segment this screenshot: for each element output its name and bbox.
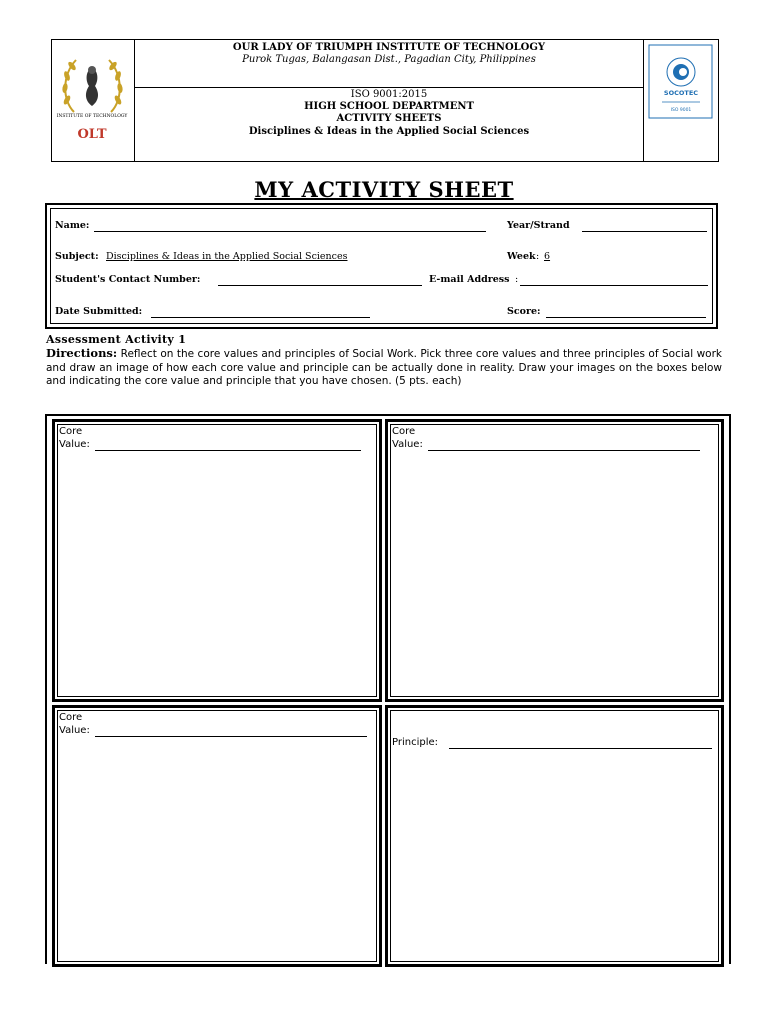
school-address: Purok Tugas, Balangasan Dist., Pagadian City, Philippines (242, 54, 536, 65)
drawing-box-3[interactable] (52, 705, 382, 967)
drawing-box-2[interactable] (385, 419, 724, 702)
school-logo-cell (52, 40, 135, 161)
sheet-type-label: ACTIVITY SHEETS (336, 113, 442, 124)
box1-value-label: Value: (59, 439, 90, 450)
drawing-box-4[interactable] (385, 705, 724, 967)
student-info-box (45, 203, 718, 329)
school-logo (52, 40, 133, 161)
certification-cell (643, 40, 718, 161)
email-colon: : (515, 274, 519, 285)
department-label: HIGH SCHOOL DEPARTMENT (304, 101, 474, 112)
activity-heading: Assessment Activity 1 (46, 333, 187, 346)
logo-text: OLT (77, 127, 107, 142)
course-label: Disciplines & Ideas in the Applied Social Sciences (248, 126, 530, 137)
box2-value-label: Value: (392, 439, 423, 450)
iso-label: ISO 9001:2015 (350, 89, 428, 100)
directions-paragraph (46, 347, 722, 389)
box4-principle-field[interactable] (449, 748, 712, 749)
box4-principle-label: Principle: (392, 737, 439, 748)
box2-value-field[interactable] (428, 450, 700, 451)
svg-text:INSTITUTE OF TECHNOLOGY: INSTITUTE OF TECHNOLOGY (56, 114, 128, 119)
week-value: 6 (544, 251, 551, 262)
box3-value-field[interactable] (95, 736, 367, 737)
name-field[interactable] (94, 231, 486, 232)
box1-core-label: Core (59, 426, 83, 437)
box3-value-label: Value: (59, 725, 90, 736)
date-submitted-field[interactable] (151, 317, 370, 318)
date-submitted-label: Date Submitted: (55, 306, 143, 317)
score-label: Score: (507, 306, 541, 317)
student-info-inner (50, 208, 713, 324)
drawing-box-1[interactable] (52, 419, 382, 702)
directions-label: Directions: (46, 346, 118, 360)
email-label: E-mail Address (429, 274, 510, 285)
contact-number-field[interactable] (218, 285, 422, 286)
week-colon: : (536, 251, 540, 262)
subject-value: Disciplines & Ideas in the Applied Social Sciences (106, 251, 348, 262)
subject-label: Subject: (55, 251, 99, 262)
score-field[interactable] (546, 317, 706, 318)
contact-number-label: Student's Contact Number: (55, 274, 201, 285)
cert-standard-text: ISO 9001 (670, 108, 692, 113)
year-strand-label: Year/Strand (507, 220, 570, 231)
document-header (51, 39, 719, 162)
email-field[interactable] (520, 285, 708, 286)
page-title: MY ACTIVITY SHEET (254, 177, 514, 202)
box3-core-label: Core (59, 712, 83, 723)
box2-core-label: Core (392, 426, 416, 437)
directions-text: Reflect on the core values and principles of Social Work. Pick three core values and three principles of Social work and draw an image of how each core value and principle can be actually done in reality. Draw your images on the boxes below and indicating the core value and principle that you have chosen. (5 pts. each) (46, 348, 722, 387)
box1-value-field[interactable] (95, 450, 361, 451)
cert-brand-text: SOCOTEC (663, 89, 699, 97)
week-label: Week (507, 251, 536, 262)
header-divider (135, 87, 643, 88)
name-label: Name: (55, 220, 90, 231)
school-name: OUR LADY OF TRIUMPH INSTITUTE OF TECHNOLOGY (232, 42, 546, 53)
socotec-certification-logo (644, 40, 719, 161)
year-strand-field[interactable] (582, 231, 707, 232)
